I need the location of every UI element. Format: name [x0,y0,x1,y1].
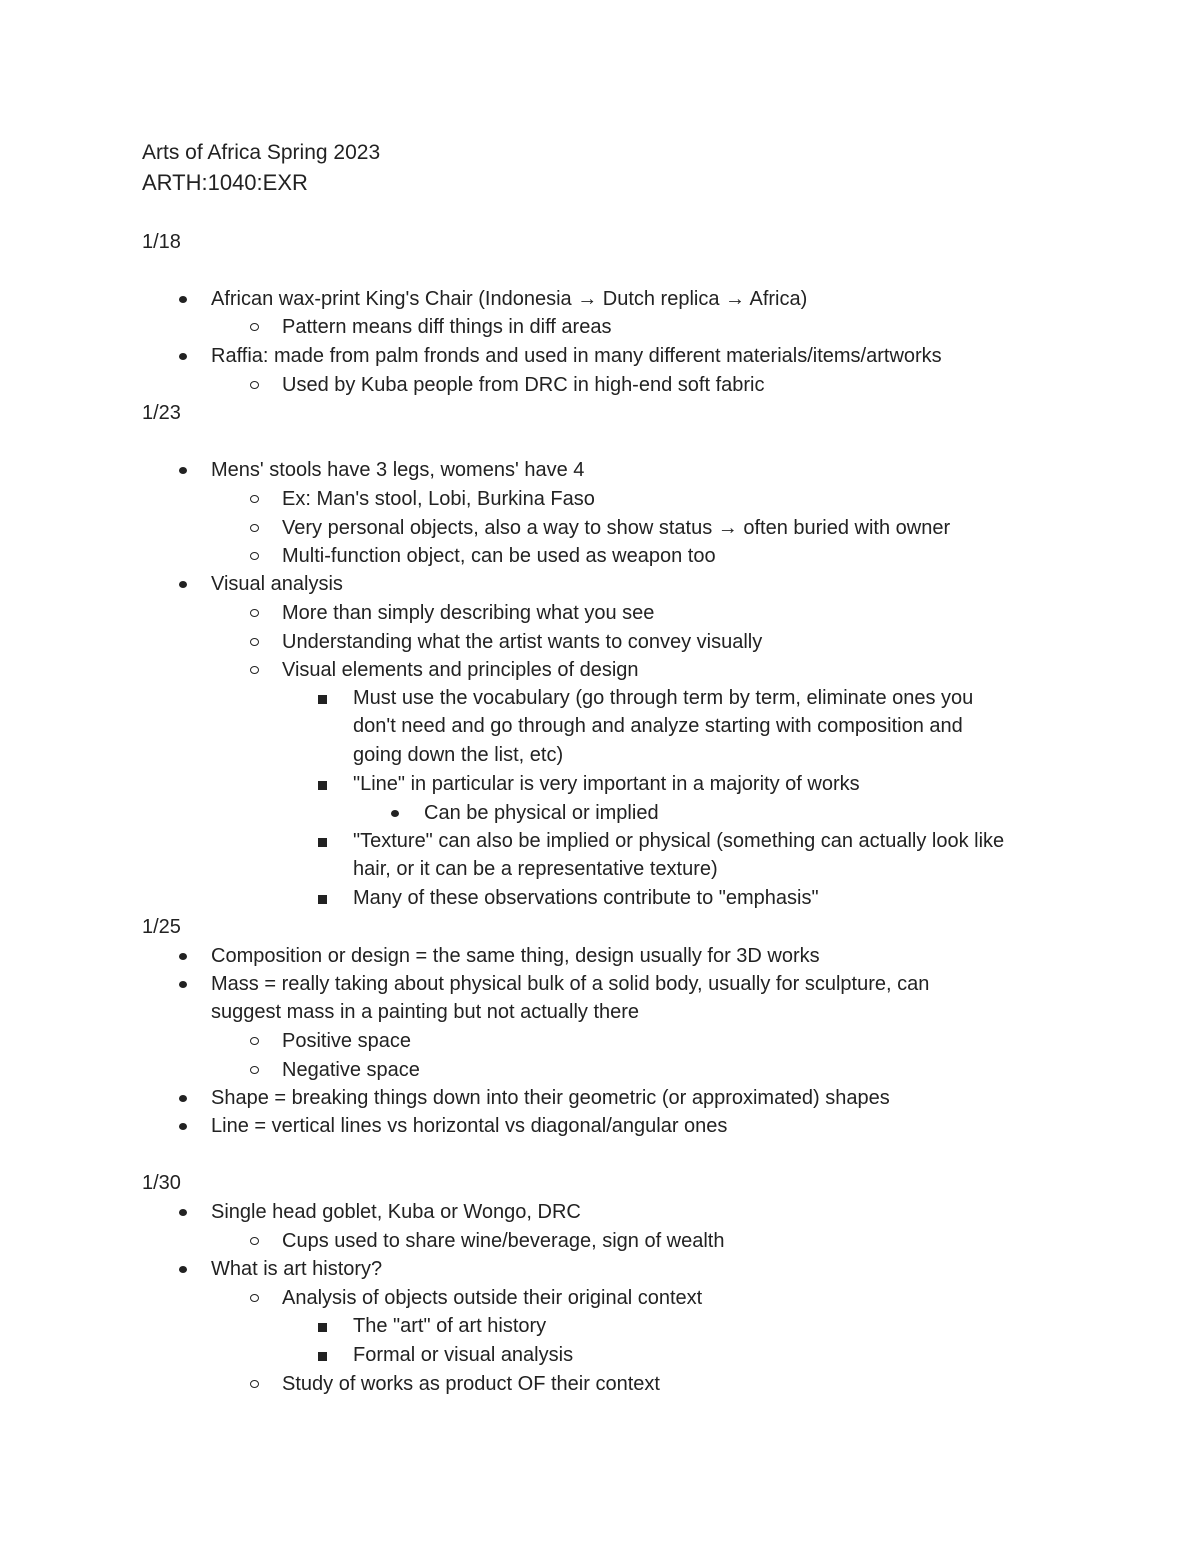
bullet-circle-icon [250,666,259,674]
bullet-disc-icon [179,981,187,988]
list-item: Composition or design = the same thing, design usually for 3D works [211,945,820,967]
list-item: Analysis of objects outside their original context [282,1287,703,1309]
bullet-disc-icon [179,467,187,474]
list-item-continuation: suggest mass in a painting but not actually there [211,1001,640,1023]
list-item: What is art history? [211,1258,383,1280]
list-item: Formal or visual analysis [353,1344,574,1366]
bullet-circle-icon [250,638,259,646]
bullet-circle-icon [250,1066,259,1074]
bullet-square-icon [318,1323,327,1332]
bullet-disc-icon [179,581,187,588]
bullet-circle-icon [250,1294,259,1302]
bullet-disc-icon [179,296,187,303]
course-code: ARTH:1040:EXR [142,170,308,195]
document-title: Arts of Africa Spring 2023 [142,141,381,164]
list-item-continuation: don't need and go through and analyze starting with composition and [353,715,963,737]
bullet-circle-icon [250,495,259,503]
list-item: Line = vertical lines vs horizontal vs diagonal/angular ones [211,1115,728,1137]
list-item: Mass = really taking about physical bulk of a solid body, usually for sculpture, can [211,973,930,995]
list-item: Used by Kuba people from DRC in high-end soft fabric [282,374,765,396]
date-heading: 1/18 [142,231,181,253]
list-item: Pattern means diff things in diff areas [282,316,612,338]
list-item: Positive space [282,1030,411,1052]
list-item: Must use the vocabulary (go through term by term, eliminate ones you [353,687,974,709]
bullet-circle-icon [250,1037,259,1045]
list-item: Visual elements and principles of design [282,659,639,681]
list-item: Negative space [282,1059,420,1081]
date-heading: 1/30 [142,1172,181,1194]
date-heading: 1/25 [142,916,181,938]
bullet-circle-icon [250,323,259,331]
bullet-circle-icon [250,1380,259,1388]
list-item: "Line" in particular is very important in a majority of works [353,773,860,795]
list-item: Single head goblet, Kuba or Wongo, DRC [211,1201,581,1223]
list-item: Shape = breaking things down into their geometric (or approximated) shapes [211,1087,890,1109]
list-item: Raffia: made from palm fronds and used in many different materials/items/artworks [211,345,942,367]
list-item: The "art" of art history [353,1315,547,1337]
bullet-disc-icon [179,353,187,360]
bullet-circle-icon [250,552,259,560]
list-item: Visual analysis [211,573,343,595]
date-heading: 1/23 [142,402,181,424]
bullet-circle-icon [250,609,259,617]
list-item: Study of works as product OF their context [282,1373,660,1395]
bullet-disc-icon [179,1095,187,1102]
list-item-continuation: hair, or it can be a representative texture) [353,858,718,880]
list-item: Understanding what the artist wants to convey visually [282,631,763,653]
bullet-disc-icon [179,1209,187,1216]
bullet-disc-icon [179,1266,187,1273]
list-item: Mens' stools have 3 legs, womens' have 4 [211,459,585,481]
list-item: Multi-function object, can be used as weapon too [282,545,716,567]
bullet-square-icon [318,695,327,704]
bullet-circle-icon [250,381,259,389]
bullet-circle-icon [250,524,259,532]
list-item: More than simply describing what you see [282,602,655,624]
bullet-square-icon [318,838,327,847]
bullet-disc-icon [179,953,187,960]
bullet-square-icon [318,1352,327,1361]
list-item: Ex: Man's stool, Lobi, Burkina Faso [282,488,595,510]
list-item: Can be physical or implied [424,802,659,824]
bullet-square-icon [318,895,327,904]
bullet-square-icon [318,781,327,790]
bullet-disc-icon [391,810,399,817]
list-item: "Texture" can also be implied or physical (something can actually look like [353,830,1005,852]
bullet-disc-icon [179,1123,187,1130]
bullet-circle-icon [250,1237,259,1245]
list-item: African wax-print King's Chair (Indonesia → Dutch replica → Africa) [211,288,808,310]
list-item: Many of these observations contribute to "emphasis" [353,887,819,909]
list-item: Cups used to share wine/beverage, sign of wealth [282,1230,725,1252]
list-item: Very personal objects, also a way to show status → often buried with owner [282,517,951,539]
list-item-continuation: going down the list, etc) [353,744,564,766]
